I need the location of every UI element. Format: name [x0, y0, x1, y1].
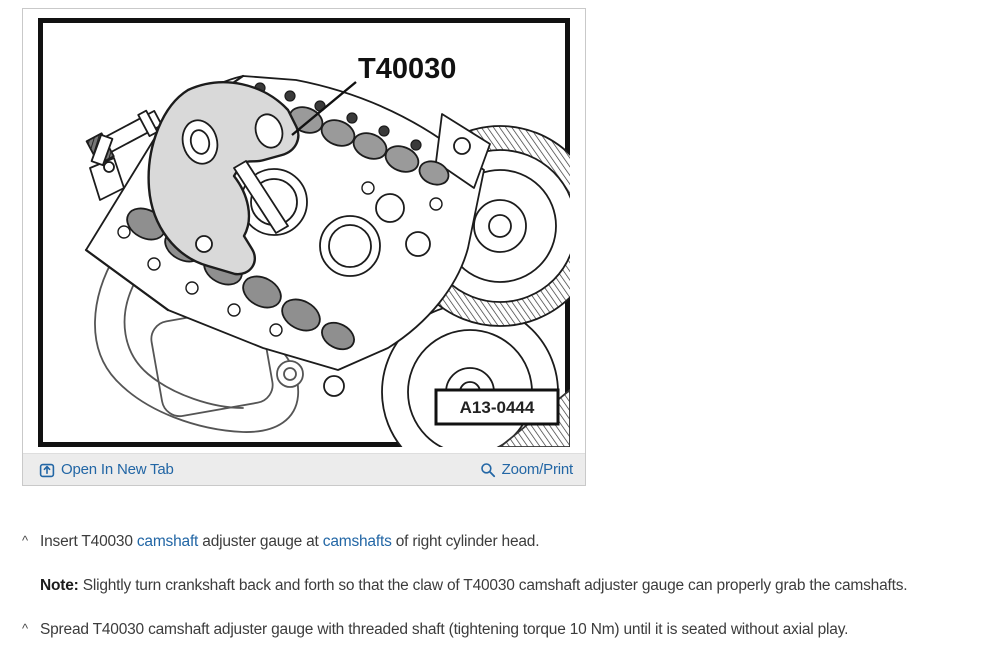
- engine-diagram[interactable]: [38, 18, 570, 447]
- zoom-print-label: Zoom/Print: [501, 461, 573, 478]
- magnifier-icon: [480, 462, 496, 478]
- instruction-step-2: [22, 621, 848, 639]
- note-text: Slightly turn crankshaft back and forth so that the claw of T40030 camshaft adjuster gauge can properly grab the camshafts.: [78, 577, 908, 594]
- instruction-step-1: [22, 533, 539, 551]
- engine-diagram-svg: [38, 18, 570, 447]
- open-in-new-tab-icon: [39, 462, 55, 478]
- step-marker: ^: [22, 621, 28, 636]
- figure-code-label: A13-0444: [459, 398, 535, 417]
- figure-panel: [22, 8, 586, 486]
- step1-text-after: of right cylinder head.: [391, 533, 540, 550]
- camshafts-link[interactable]: camshafts: [322, 533, 392, 550]
- figure-code-box: [436, 390, 558, 424]
- note-line: [40, 577, 907, 595]
- step1-text-before: Insert T40030: [40, 533, 137, 550]
- camshaft-link[interactable]: camshaft: [136, 533, 199, 550]
- tool-callout-label: T40030: [358, 53, 457, 85]
- step1-text-middle: adjuster gauge at: [198, 533, 323, 550]
- zoom-print-link[interactable]: [480, 461, 573, 478]
- open-in-new-tab-label: Open In New Tab: [61, 461, 174, 478]
- note-label: Note:: [40, 577, 79, 594]
- figure-toolbar: [23, 453, 585, 485]
- step-marker: ^: [22, 533, 28, 548]
- open-in-new-tab-link[interactable]: [39, 461, 174, 478]
- step2-text: Spread T40030 camshaft adjuster gauge with threaded shaft (tightening torque 10 Nm) until it is seated without axial play.: [40, 621, 849, 638]
